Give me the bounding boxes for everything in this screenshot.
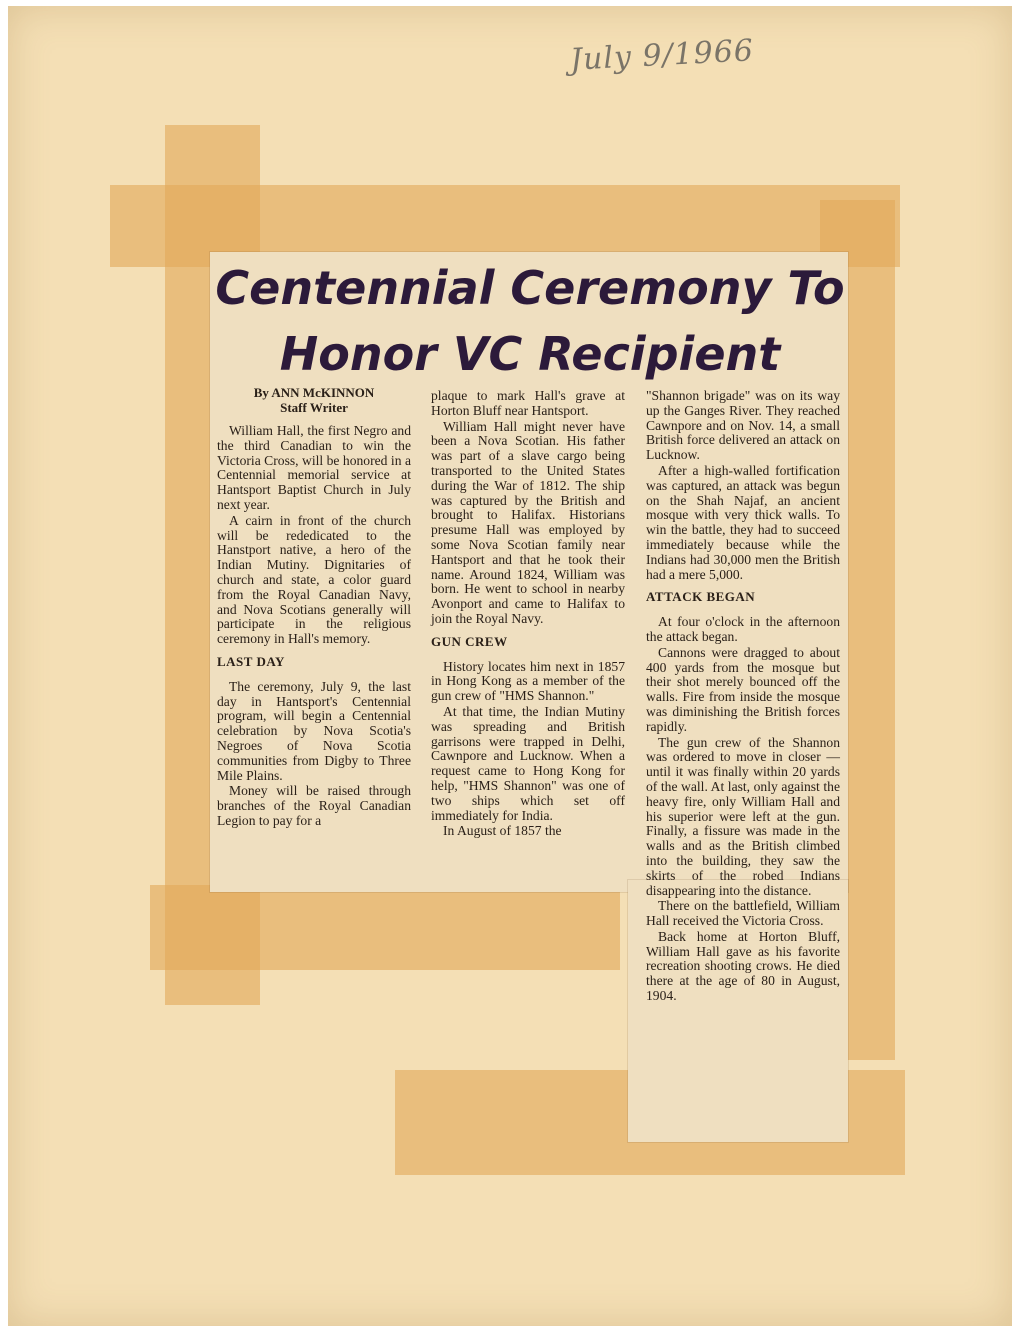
- paragraph: Money will be raised through branches of the Royal Canadian Legion to pay for a: [217, 783, 411, 828]
- paragraph: William Hall might never have been a Nova Scotian. His father was part of a slave cargo being transported to the United States during the War of 1812. The ship was captured by the British and brought to Halifax. Historians presume Hall was employed by some Nova Scotian family near Hantsport and that he took their name. Around 1824, William was born. He went to school in nearby Avonport and came to Halifax to join the Royal Navy.: [431, 418, 625, 626]
- paragraph: Back home at Horton Bluff, William Hall gave as his favorite recreation shooting crows. He died there at the age of 80 in August, 1904.: [646, 928, 840, 1004]
- paragraph: plaque to mark Hall's grave at Horton Bluff near Hantsport.: [431, 388, 625, 418]
- subhead-gun-crew: GUN CREW: [431, 633, 508, 649]
- paragraph: At four o'clock in the afternoon the attack began.: [646, 614, 840, 644]
- article-column-1: [217, 385, 411, 829]
- tape-strip-bottom-left: [150, 885, 620, 970]
- subhead-attack-began: ATTACK BEGAN: [646, 589, 756, 605]
- article-headline: [212, 255, 848, 387]
- handwritten-date: July 9/1966: [569, 33, 755, 78]
- byline: [217, 385, 411, 415]
- paragraph: The ceremony, July 9, the last day in Hantsport's Centennial program, will begin a Centennial celebration by Nova Scotia's Negroes of Nova Scotia communities from Digby to Three Mile Plains.: [217, 678, 411, 783]
- article-column-2: [431, 389, 625, 839]
- byline-title: Staff Writer: [280, 400, 348, 415]
- paragraph: After a high-walled fortification was captured, an attack was begun on the Shah Najaf, an ancient mosque with very thick walls. To win the battle, they had to succeed immediately because while the Indians had 30,000 men the British had a mere 5,000.: [646, 462, 840, 582]
- paragraph: A cairn in front of the church will be rededicated to the Hanstport native, a hero of the Indian Mutiny. Dignitaries of church and state, a color guard from the Royal Canadian Navy, and Nova Scotians generally will participate in the religious ceremony in Hall's memory.: [217, 512, 411, 647]
- paragraph: "Shannon brigade" was on its way up the Ganges River. They reached Cawnpore and on Nov. 14, a small British force delivered an attack on Lucknow.: [646, 388, 840, 463]
- headline-line-2: Honor VC Recipient: [279, 327, 781, 381]
- paragraph: At that time, the Indian Mutiny was spreading and British garrisons were trapped in Delhi, Cawnpore and Lucknow. When a request came to Hong Kong for help, "HMS Shannon" was one of two ships which set off immediately for India.: [431, 703, 625, 823]
- paragraph: Cannons were dragged to about 400 yards from the mosque but their shot merely bounced off the walls. Fire from inside the mosque was diminishing the British forces rapidly.: [646, 644, 840, 734]
- paragraph: William Hall, the first Negro and the third Canadian to win the Victoria Cross, will be honored in a Centennial memorial service at Hantsport Baptist Church in July next year.: [217, 423, 411, 512]
- paragraph: In August of 1857 the: [443, 823, 562, 839]
- subhead-last-day: LAST DAY: [217, 653, 285, 669]
- headline-line-1: Centennial Ceremony To: [215, 261, 845, 315]
- article-column-3: [646, 389, 840, 1004]
- paragraph: History locates him next in 1857 in Hong Kong as a member of the gun crew of "HMS Shannon.": [431, 658, 625, 704]
- paragraph: The gun crew of the Shannon was ordered to move in closer — until it was finally within 20 yards of the wall. At last, only against the heavy fire, only William Hall and his superior were left at the gun. Finally, a fissure was made in the walls and as the British climbed into the building, they saw the skirts of the robed Indians disappearing into the distance.: [646, 734, 840, 898]
- byline-name: By ANN McKINNON: [253, 385, 375, 400]
- paragraph: There on the battlefield, William Hall received the Victoria Cross.: [646, 898, 840, 929]
